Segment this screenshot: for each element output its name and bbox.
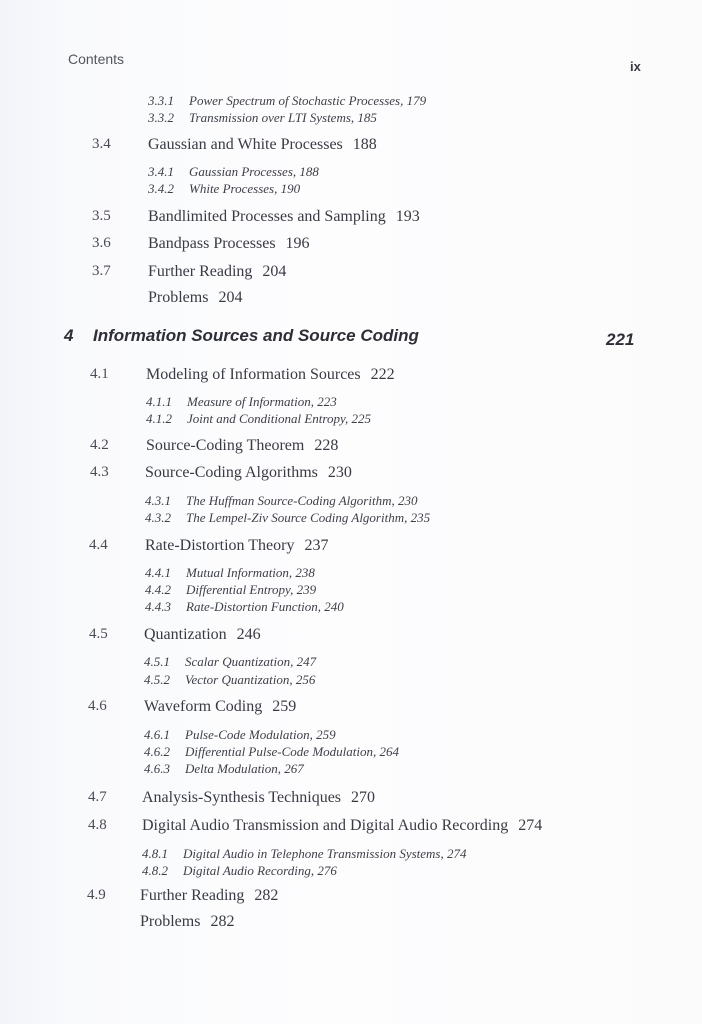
toc-section[interactable]: Waveform Coding 259 <box>144 698 297 715</box>
toc-section-number: 3.7 <box>92 263 111 279</box>
toc-section-number: 4.7 <box>88 789 107 805</box>
toc-section[interactable]: Bandpass Processes 196 <box>148 235 310 252</box>
toc-section[interactable]: Source-Coding Theorem 228 <box>146 437 339 454</box>
toc-section[interactable]: Bandlimited Processes and Sampling 193 <box>148 208 420 225</box>
toc-section-number: 4.3 <box>90 464 109 480</box>
toc-subsection[interactable]: 4.8.2 Digital Audio Recording, 276 <box>142 863 337 878</box>
toc-section[interactable]: Problems 282 <box>140 913 235 930</box>
toc-section-number: 3.6 <box>92 235 111 251</box>
toc-subsection[interactable]: 3.3.2 Transmission over LTI Systems, 185 <box>148 110 377 125</box>
toc-section[interactable]: Gaussian and White Processes 188 <box>148 136 377 153</box>
toc-subsection[interactable]: 4.3.1 The Huffman Source-Coding Algorithm, 230 <box>145 493 418 508</box>
toc-subsection[interactable]: 4.6.2 Differential Pulse-Code Modulation, 264 <box>144 744 399 759</box>
toc-section[interactable]: Further Reading 282 <box>140 887 279 904</box>
toc-section-number: 4.9 <box>87 887 106 903</box>
toc-subsection[interactable]: 4.3.2 The Lempel-Ziv Source Coding Algorithm, 235 <box>145 510 431 525</box>
toc-section[interactable]: Source-Coding Algorithms 230 <box>145 464 352 481</box>
running-header-left: Contents <box>68 51 125 67</box>
toc-section-number: 3.4 <box>92 136 111 152</box>
toc-section[interactable]: Rate-Distortion Theory 237 <box>145 537 329 554</box>
toc-section[interactable]: Digital Audio Transmission and Digital Audio Recording 274 <box>142 817 543 834</box>
toc-section-number: 4.2 <box>90 437 109 453</box>
toc-section[interactable]: Further Reading 204 <box>148 263 287 280</box>
toc-section[interactable]: Quantization 246 <box>144 626 261 643</box>
toc-section-number: 4.8 <box>88 817 107 833</box>
toc-subsection[interactable]: 4.1.1 Measure of Information, 223 <box>146 394 337 409</box>
chapter-title[interactable]: Information Sources and Source Coding <box>93 326 419 345</box>
toc-subsection[interactable]: 4.4.2 Differential Entropy, 239 <box>145 582 317 597</box>
toc-section[interactable]: Analysis-Synthesis Techniques 270 <box>142 789 376 806</box>
toc-section-number: 4.4 <box>89 537 108 553</box>
toc-subsection[interactable]: 4.8.1 Digital Audio in Telephone Transmission Systems, 274 <box>142 846 467 861</box>
toc-section[interactable]: Problems 204 <box>148 289 243 306</box>
toc-subsection[interactable]: 4.5.1 Scalar Quantization, 247 <box>144 654 317 669</box>
chapter-page: 221 <box>606 330 635 349</box>
toc-subsection[interactable]: 3.4.1 Gaussian Processes, 188 <box>148 164 319 179</box>
toc-subsection[interactable]: 3.3.1 Power Spectrum of Stochastic Processes, 179 <box>148 93 427 108</box>
page-number: ix <box>630 59 641 74</box>
toc-section-number: 4.6 <box>88 698 107 714</box>
toc-subsection[interactable]: 4.5.2 Vector Quantization, 256 <box>144 672 316 687</box>
toc-section-number: 4.5 <box>89 626 108 642</box>
toc-subsection[interactable]: 4.4.1 Mutual Information, 238 <box>145 565 315 580</box>
toc-subsection[interactable]: 3.4.2 White Processes, 190 <box>148 181 301 196</box>
chapter-number: 4 <box>64 326 74 345</box>
toc-subsection[interactable]: 4.6.1 Pulse-Code Modulation, 259 <box>144 727 336 742</box>
toc-section[interactable]: Modeling of Information Sources 222 <box>146 366 395 383</box>
toc-section-number: 4.1 <box>90 366 109 382</box>
toc-section-number: 3.5 <box>92 208 111 224</box>
toc-subsection[interactable]: 4.6.3 Delta Modulation, 267 <box>144 761 304 776</box>
toc-subsection[interactable]: 4.4.3 Rate-Distortion Function, 240 <box>145 599 344 614</box>
toc-subsection[interactable]: 4.1.2 Joint and Conditional Entropy, 225 <box>146 411 372 426</box>
